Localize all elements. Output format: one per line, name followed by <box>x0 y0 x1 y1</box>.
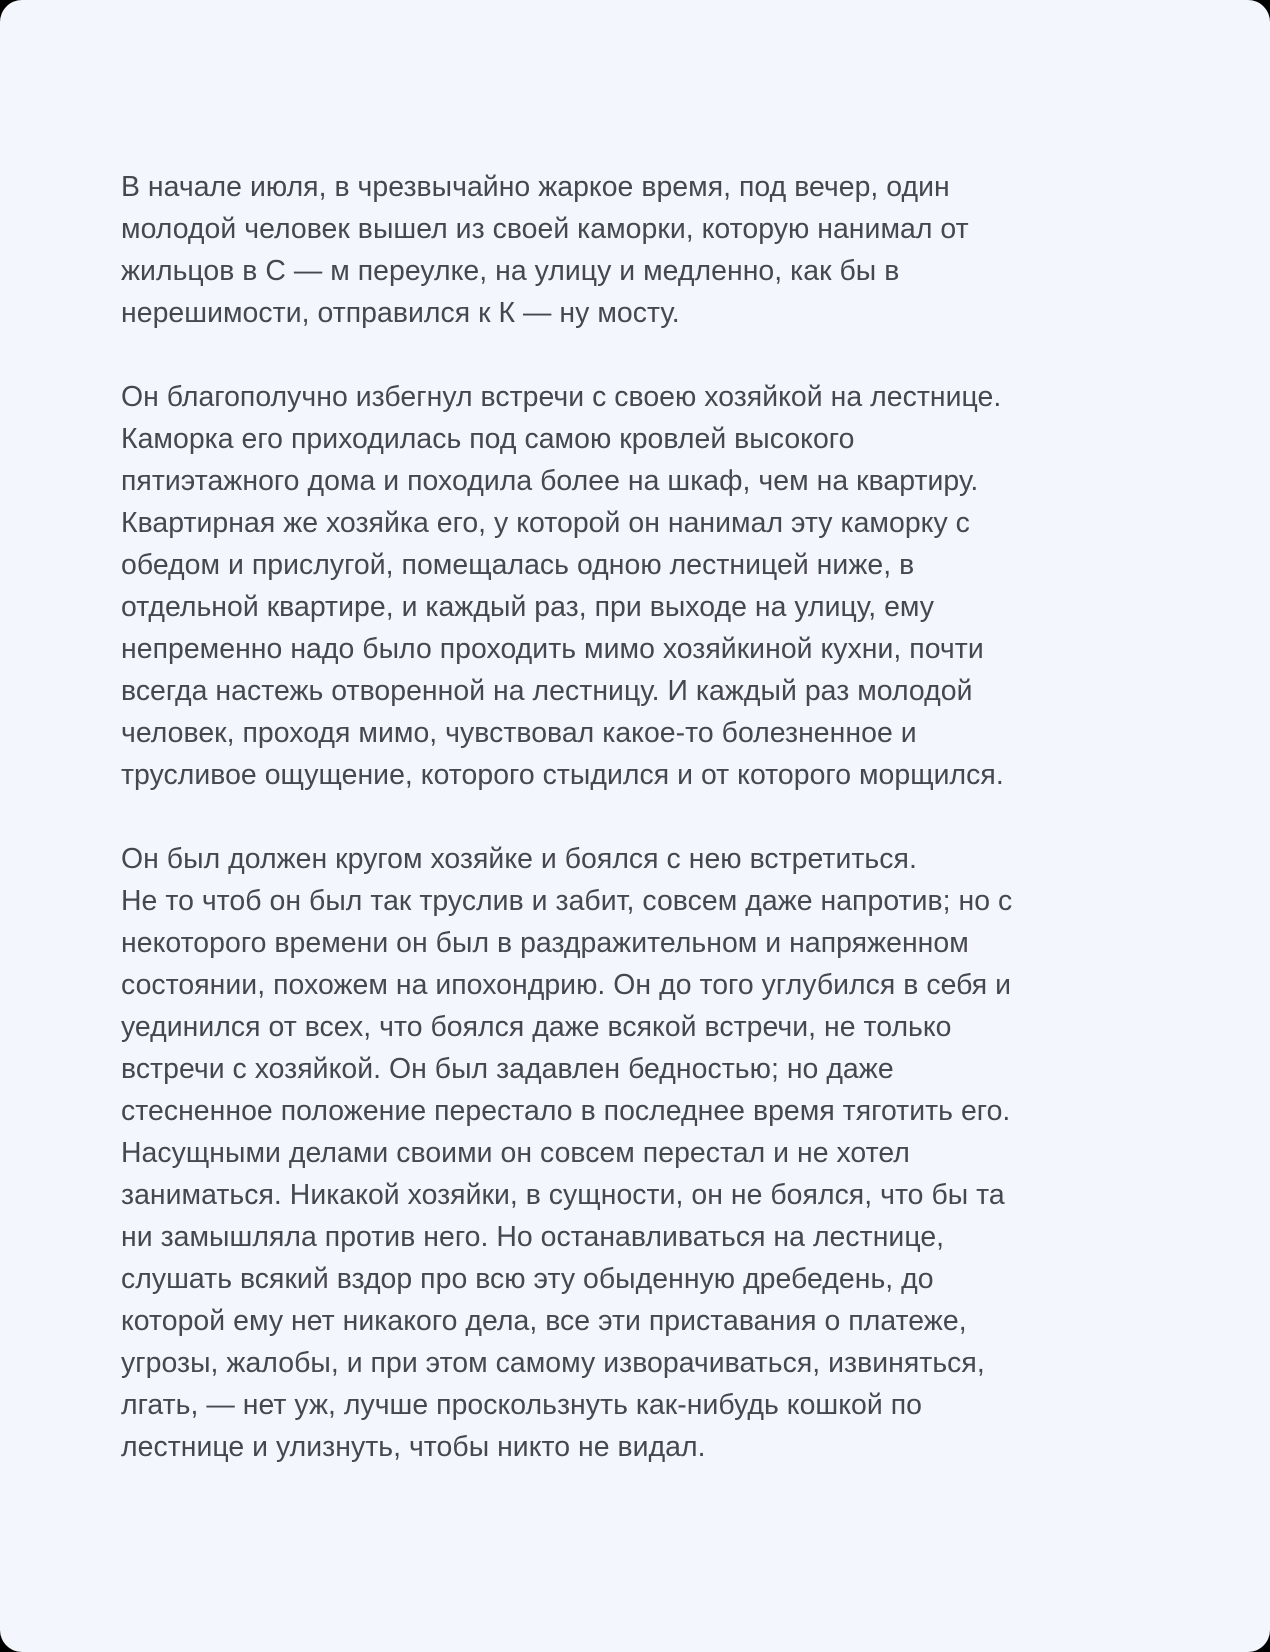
text-line: пятиэтажного дома и походила более на шкаф, чем на квартиру. <box>121 465 979 497</box>
paragraph-1 <box>121 166 1210 334</box>
text-line: слушать всякий вздор про всю эту обыденную дребедень, до <box>121 1263 934 1295</box>
text-line: Он благополучно избегнул встречи с своею хозяйкой на лестнице. <box>121 381 1002 413</box>
text-line: лестнице и улизнуть, чтобы никто не видал. <box>121 1431 706 1463</box>
text-line: угрозы, жалобы, и при этом самому изворачиваться, извиняться, <box>121 1347 985 1379</box>
text-line: В начале июля, в чрезвычайно жаркое время, под вечер, один <box>121 171 950 203</box>
text-content <box>121 166 1210 1468</box>
text-line: трусливое ощущение, которого стыдился и от которого морщился. <box>121 759 1004 791</box>
text-line: человек, проходя мимо, чувствовал какое-то болезненное и <box>121 717 917 749</box>
text-line: отдельной квартире, и каждый раз, при выходе на улицу, ему <box>121 591 935 623</box>
paragraph-2 <box>121 376 1210 796</box>
text-line: нерешимости, отправился к К — ну мосту. <box>121 297 680 329</box>
text-line: лгать, — нет уж, лучше проскользнуть как-нибудь кошкой по <box>121 1389 922 1421</box>
text-line: Не то чтоб он был так труслив и забит, совсем даже напротив; но с <box>121 885 1013 917</box>
text-line: Каморка его приходилась под самою кровлей высокого <box>121 423 855 455</box>
text-line: стесненное положение перестало в последнее время тяготить его. <box>121 1095 1011 1127</box>
text-line: которой ему нет никакого дела, все эти приставания о платеже, <box>121 1305 967 1337</box>
text-line: состоянии, похожем на ипохондрию. Он до того углубился в себя и <box>121 969 1012 1001</box>
text-line: всегда настежь отворенной на лестницу. И каждый раз молодой <box>121 675 973 707</box>
text-line: заниматься. Никакой хозяйки, в сущности, он не боялся, что бы та <box>121 1179 1005 1211</box>
text-line: встречи с хозяйкой. Он был задавлен бедностью; но даже <box>121 1053 894 1085</box>
text-line: Насущными делами своими он совсем перестал и не хотел <box>121 1137 910 1169</box>
text-line: уединился от всех, что боялся даже всякой встречи, не только <box>121 1011 952 1043</box>
text-line: молодой человек вышел из своей каморки, которую нанимал от <box>121 213 969 245</box>
paragraph-3 <box>121 838 1210 1468</box>
text-line: Квартирная же хозяйка его, у которой он нанимал эту каморку с <box>121 507 970 539</box>
text-line: жильцов в С — м переулке, на улицу и медленно, как бы в <box>121 255 900 287</box>
text-line: ни замышляла против него. Но останавливаться на лестнице, <box>121 1221 945 1253</box>
text-line: обедом и прислугой, помещалась одною лестницей ниже, в <box>121 549 915 581</box>
text-line: непременно надо было проходить мимо хозяйкиной кухни, почти <box>121 633 984 665</box>
text-line: некоторого времени он был в раздражительном и напряженном <box>121 927 969 959</box>
text-line: Он был должен кругом хозяйке и боялся с нею встретиться. <box>121 843 917 875</box>
